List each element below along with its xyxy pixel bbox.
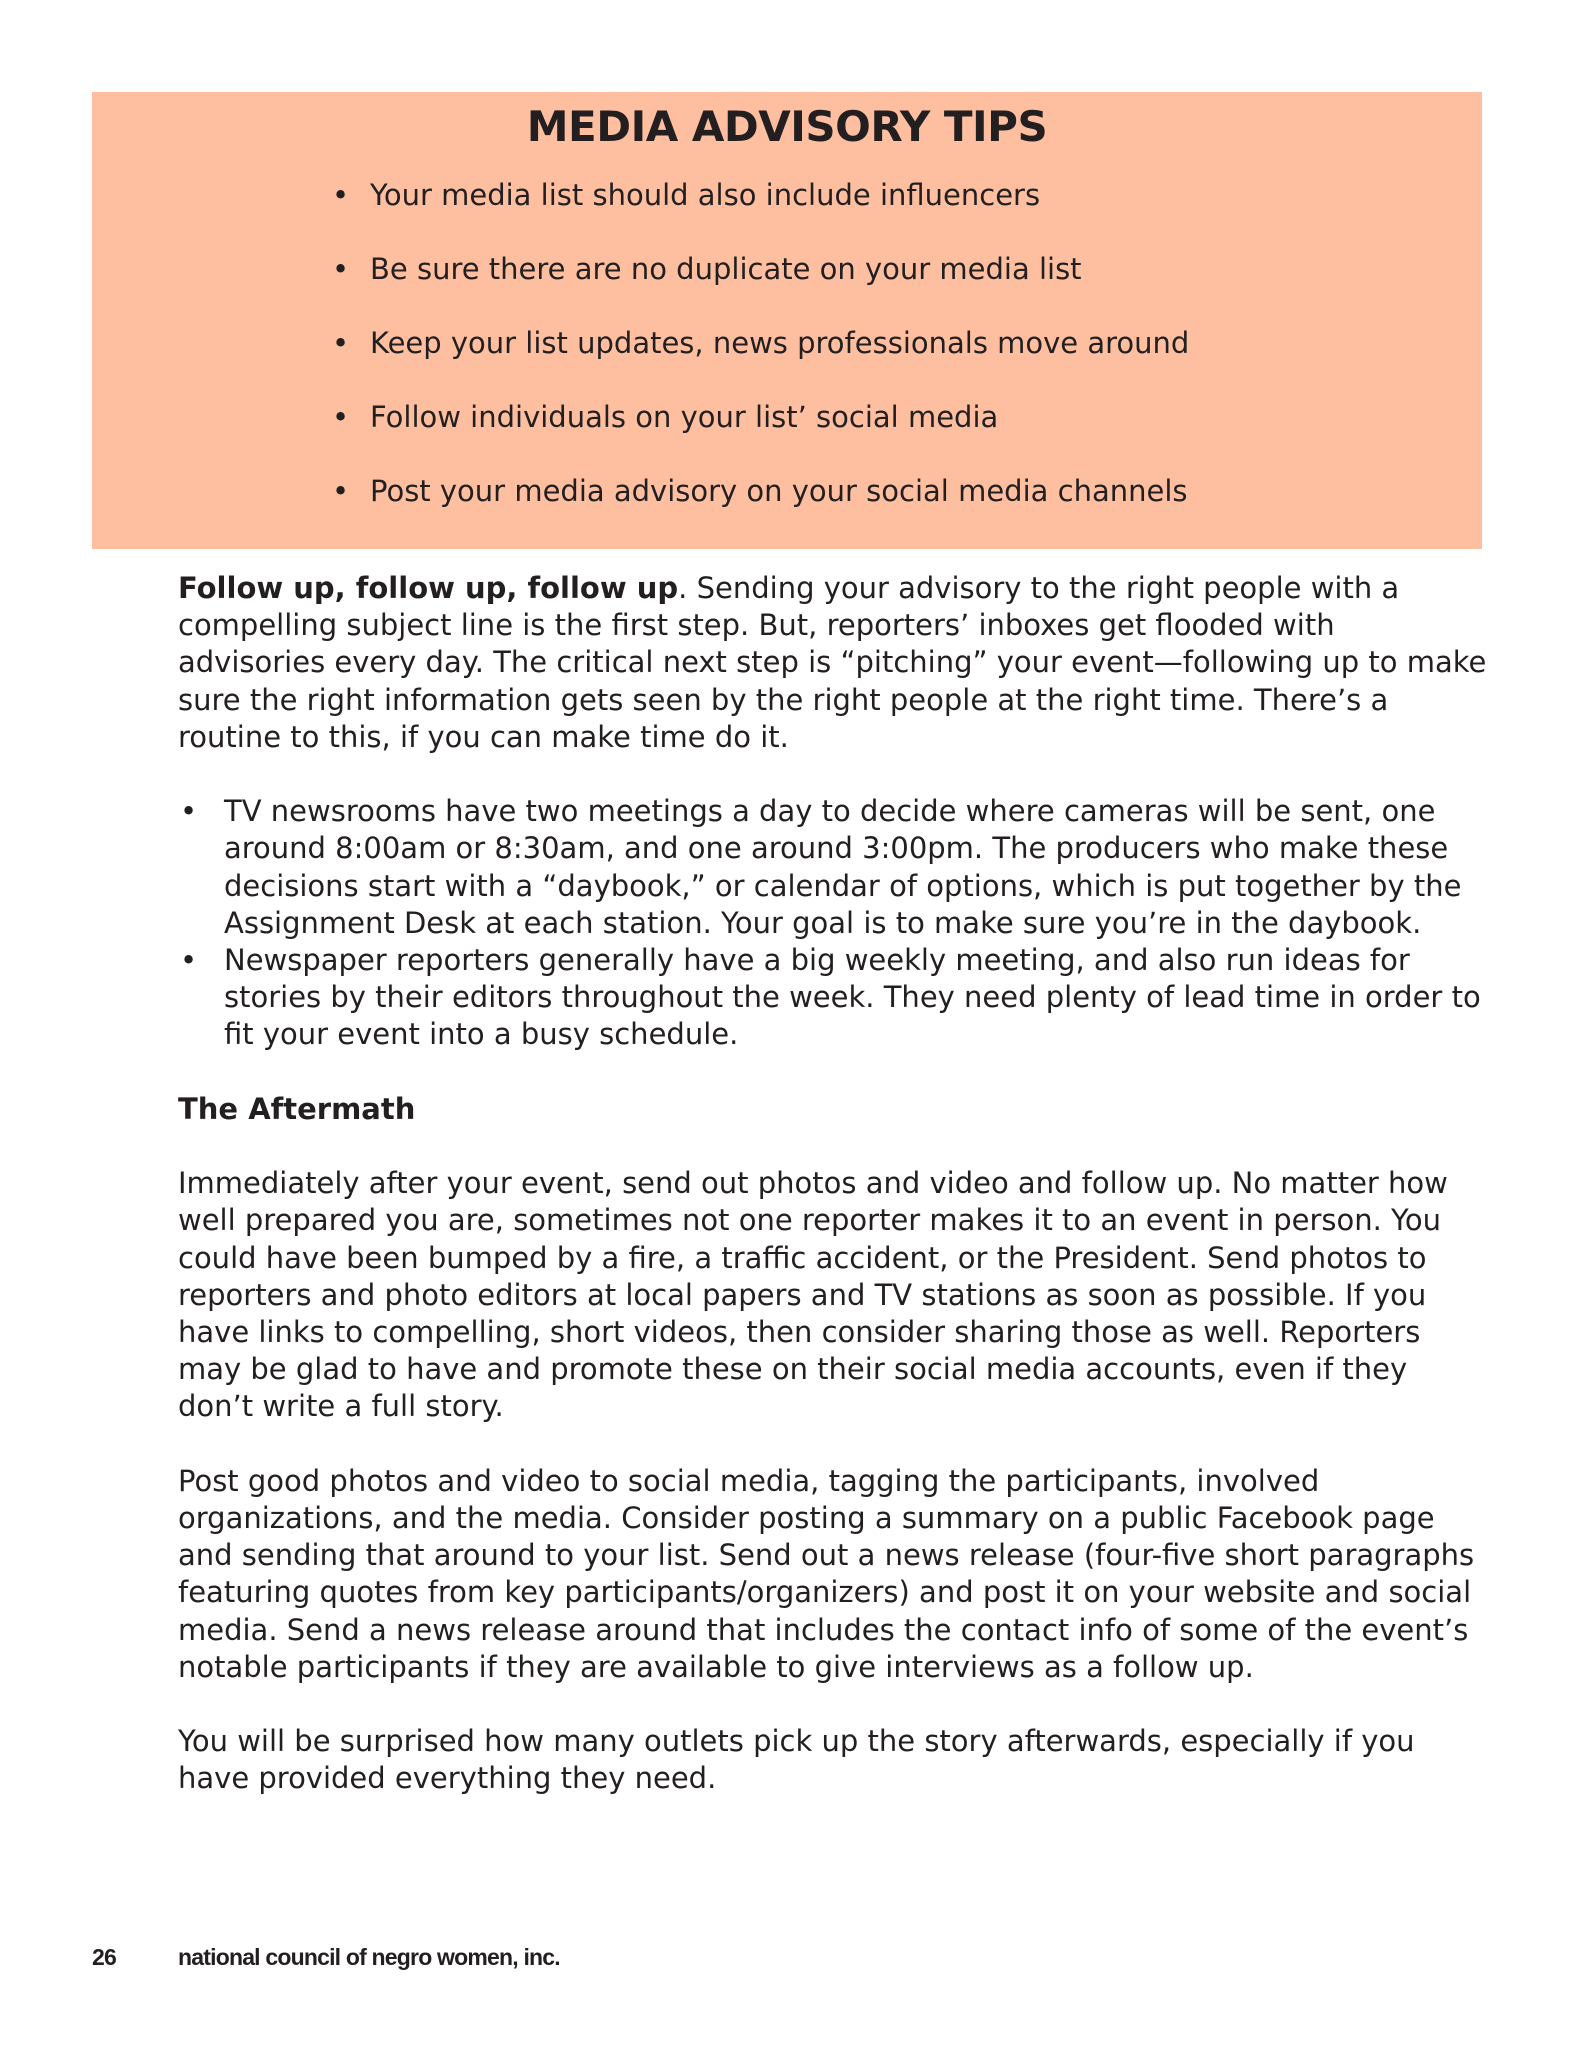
follow-up-paragraph <box>178 570 1488 756</box>
newsroom-bullet-list <box>178 793 1488 1053</box>
tips-list-item: • Your media list should also include influencers <box>332 176 1189 250</box>
tips-title: MEDIA ADVISORY TIPS <box>526 102 1048 151</box>
follow-up-lead: Follow up, follow up, follow up <box>178 571 679 605</box>
tips-list-item: • Post your media advisory on your social media channels <box>332 472 1189 546</box>
tips-list <box>332 176 1189 546</box>
tips-list-item: • Keep your list updates, news professionals move around <box>332 324 1189 398</box>
aftermath-paragraph: Immediately after your event, send out photos and video and follow up. No matter how well prepared you are, sometimes not one reporter makes it to an event in person. You could have been bumped by a fire, a traffic accident, or the President. Send photos to reporters and photo editors at local papers and TV stations as soon as possible. If you have links to compelling, short videos, then consider sharing those as well. Reporters may be glad to have and promote these on their social media accounts, even if they don’t write a full story. <box>178 1166 1448 1424</box>
aftermath-paragraph: You will be surprised how many outlets pick up the story afterwards, especially if you have provided everything they need. <box>178 1724 1415 1796</box>
page-number: 26 <box>92 1944 116 1970</box>
newsroom-bullet-item: • TV newsrooms have two meetings a day to decide where cameras will be sent, one around 8:00am or 8:30am, and one around 3:00pm. The producers who make these decisions start with a “daybook,” or calendar of options, which is put together by the Assignment Desk at each station. Your goal is to make sure you’re in the daybook. <box>178 793 1488 942</box>
aftermath-paragraph: Post good photos and video to social media, tagging the participants, involved organizations, and the media. Consider posting a summary on a public Facebook page and sending that around to your list. Send out a news release (four-five short paragraphs featuring quotes from key participants/organizers) and post it on your website and social media. Send a news release around that includes the contact info of some of the event’s notable participants if they are available to give interviews as a follow up. <box>178 1463 1475 1684</box>
aftermath-heading: The Aftermath <box>178 1091 416 1126</box>
newsroom-bullet-item: • Newspaper reporters generally have a big weekly meeting, and also run ideas for stories by their editors throughout the week. They need plenty of lead time in order to fit your event into a busy schedule. <box>178 942 1488 1054</box>
media-advisory-tips-box <box>92 92 1482 549</box>
page-footer <box>92 1944 560 1971</box>
tips-list-item: • Be sure there are no duplicate on your media list <box>332 250 1189 324</box>
follow-up-text: . Sending your advisory to the right people with a compelling subject line is the first step. But, reporters’ inboxes get flooded with advisories every day. The critical next step is “pitching” your event—following up to make sure the right information gets seen by the right people at the right time. There’s a routine to this, if you can make time do it. <box>178 571 1487 754</box>
body-content <box>178 570 1488 1835</box>
tips-list-item: • Follow individuals on your list’ social media <box>332 398 1189 472</box>
footer-organization: national council of negro women, inc. <box>178 1944 560 1970</box>
